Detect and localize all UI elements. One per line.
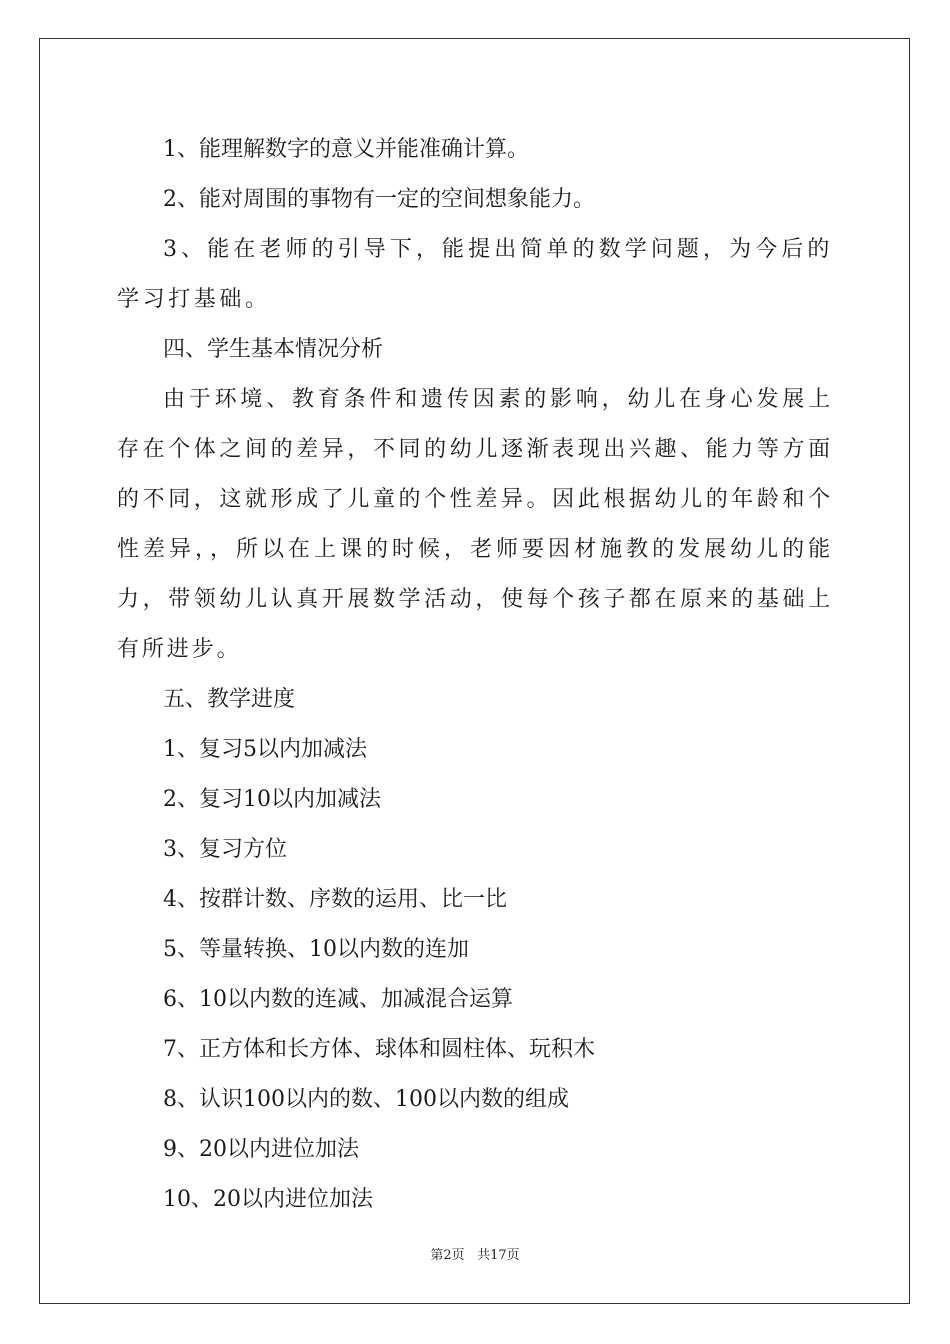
goal-item-2: 2、能对周围的事物有一定的空间想象能力。 [163,187,595,212]
goal-item-3: 3、能在老师的引导下，能提出简单的数学问题，为今后的学习打基础。 [117,237,833,312]
page-footer [0,1247,950,1265]
progress-item: 8、认识100以内的数、100以内数的组成 [163,1087,569,1112]
progress-item: 9、20以内进位加法 [163,1137,359,1162]
progress-item: 3、复习方位 [163,837,287,862]
document-body [117,125,833,1225]
progress-item: 5、等量转换、10以内数的连加 [163,937,469,962]
section-heading-student-analysis: 四、学生基本情况分析 [163,337,384,362]
page-number: 第2页 [430,1248,465,1263]
section-heading-teaching-progress: 五、教学进度 [163,687,296,712]
progress-item: 6、10以内数的连减、加减混合运算 [163,987,513,1012]
progress-item: 2、复习10以内加减法 [163,787,381,812]
page-total: 共17页 [477,1248,520,1263]
progress-item: 10、20以内进位加法 [163,1187,373,1212]
progress-item: 1、复习5以内加减法 [163,737,367,762]
student-analysis-paragraph: 由于环境、教育条件和遗传因素的影响，幼儿在身心发展上存在个体之间的差异，不同的幼儿逐渐表现出兴趣、能力等方面的不同，这就形成了儿童的个性差异。因此根据幼儿的年龄和个性差异，，所以在上课的时候，老师要因材施教的发展幼儿的能力，带领幼儿认真开展数学活动，使每个孩子都在原来的基础上有所进步。 [117,387,833,662]
progress-item: 7、正方体和长方体、球体和圆柱体、玩积木 [163,1037,595,1062]
goal-item-1: 1、能理解数字的意义并能准确计算。 [163,137,529,162]
progress-item: 4、按群计数、序数的运用、比一比 [163,887,507,912]
